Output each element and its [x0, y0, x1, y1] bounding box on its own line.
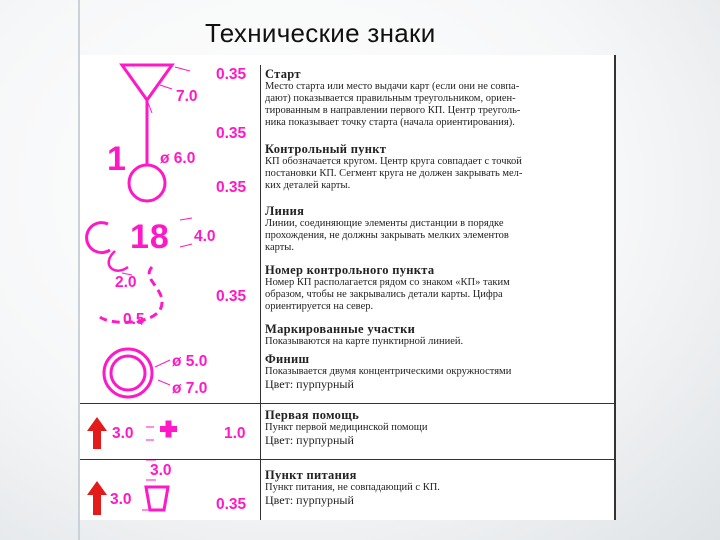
first-aid-width-label: 1.0 [224, 425, 246, 442]
number-section [265, 264, 610, 313]
color-label: Цвет: пурпурный [265, 376, 354, 391]
section-line: Пункт первой медицинской помощи [265, 421, 428, 433]
course-line-width-label: 0.35 [216, 288, 247, 305]
marked-section [265, 323, 610, 348]
refreshment-arrow-icon [87, 481, 107, 515]
number-height-label: 4.0 [194, 228, 216, 245]
section-header: Линия [265, 204, 305, 218]
section-line: Пункт питания, не совпадающий с КП. [265, 481, 440, 493]
section-line: ника показывает точку старта (начала ориентирования). [265, 117, 515, 129]
section-line: прохождения, не должны закрывать мелких элементов [265, 229, 509, 241]
start-triangle-icon [122, 65, 172, 100]
finish-inner-circle-icon [111, 356, 145, 390]
section-line: карты. [265, 242, 294, 254]
section-header: Маркированные участки [265, 322, 416, 336]
section-line: ких деталей карты. [265, 180, 351, 192]
refreshment-height-label: 3.0 [110, 491, 132, 508]
first-aid-cross-icon [160, 421, 177, 438]
dashed-line-curve [109, 251, 128, 271]
line-section [265, 205, 610, 254]
control-circle-icon [129, 165, 165, 201]
start-section [265, 68, 610, 130]
section-line: Линии, соединяющие элементы дистанции в порядке [265, 217, 504, 229]
line-width-label: 0.35 [216, 125, 247, 142]
control-diameter-label: ø 6.0 [160, 150, 196, 167]
first-aid-height-label: 3.0 [112, 425, 134, 442]
section-header: Номер контрольного пункта [265, 263, 435, 277]
control-number-18: 18 [130, 218, 170, 256]
color-label: Цвет: пурпурный [265, 432, 354, 447]
section-header: Контрольный пункт [265, 142, 387, 156]
section-line: тированным в направлении первого КП. Центр треуголь- [265, 105, 521, 117]
section-header: Пункт питания [265, 468, 357, 482]
refreshment-cup-icon [146, 487, 168, 510]
refreshment-width-label: 0.35 [216, 496, 247, 513]
start-size-label: 0.35 [216, 66, 247, 83]
refreshment-section [265, 469, 610, 506]
first-aid-section [265, 409, 610, 446]
row-divider-1 [80, 403, 614, 404]
section-line: Номер КП располагается рядом со знаком «КП» таким [265, 276, 510, 288]
section-line: Показывается двумя концентрическими окружностями [265, 365, 512, 377]
section-line: дают) показывается правильным треугольником, ориен- [265, 92, 516, 104]
finish-inner-label: ø 5.0 [172, 353, 208, 370]
control-segment-icon [87, 223, 110, 253]
control-line-width-label: 0.35 [216, 179, 247, 196]
symbols-sheet [80, 55, 616, 520]
dash-gap-label: 0.5 [123, 311, 145, 328]
control-section [265, 143, 610, 192]
finish-outer-label: ø 7.0 [172, 380, 208, 397]
start-height-label: 7.0 [176, 88, 198, 105]
dash-length-label: 2.0 [115, 274, 137, 291]
refreshment-top-label: 3.0 [150, 462, 172, 479]
color-label: Цвет: пурпурный [265, 492, 354, 507]
section-line: Место старта или место выдачи карт (если они не совпа- [265, 80, 520, 92]
section-header: Финиш [265, 352, 310, 366]
row-divider-2 [80, 459, 614, 460]
control-number-one: 1 [107, 140, 126, 178]
section-line: ориентируется на север. [265, 301, 374, 313]
section-line: Показываются на карте пунктирной линией. [265, 335, 464, 347]
column-divider [260, 65, 261, 520]
section-header: Старт [265, 67, 301, 81]
section-line: образом, чтобы не закрывались детали карты. Цифра [265, 288, 503, 300]
section-header: Первая помощь [265, 408, 359, 422]
section-line: КП обозначается кругом. Центр круга совпадает с точкой [265, 155, 522, 167]
finish-section [265, 353, 610, 390]
first-aid-arrow-icon [87, 417, 107, 449]
slide-title: Технические знаки [205, 18, 436, 48]
section-line: постановки КП. Сегмент круга не должен закрывать мел- [265, 167, 523, 179]
